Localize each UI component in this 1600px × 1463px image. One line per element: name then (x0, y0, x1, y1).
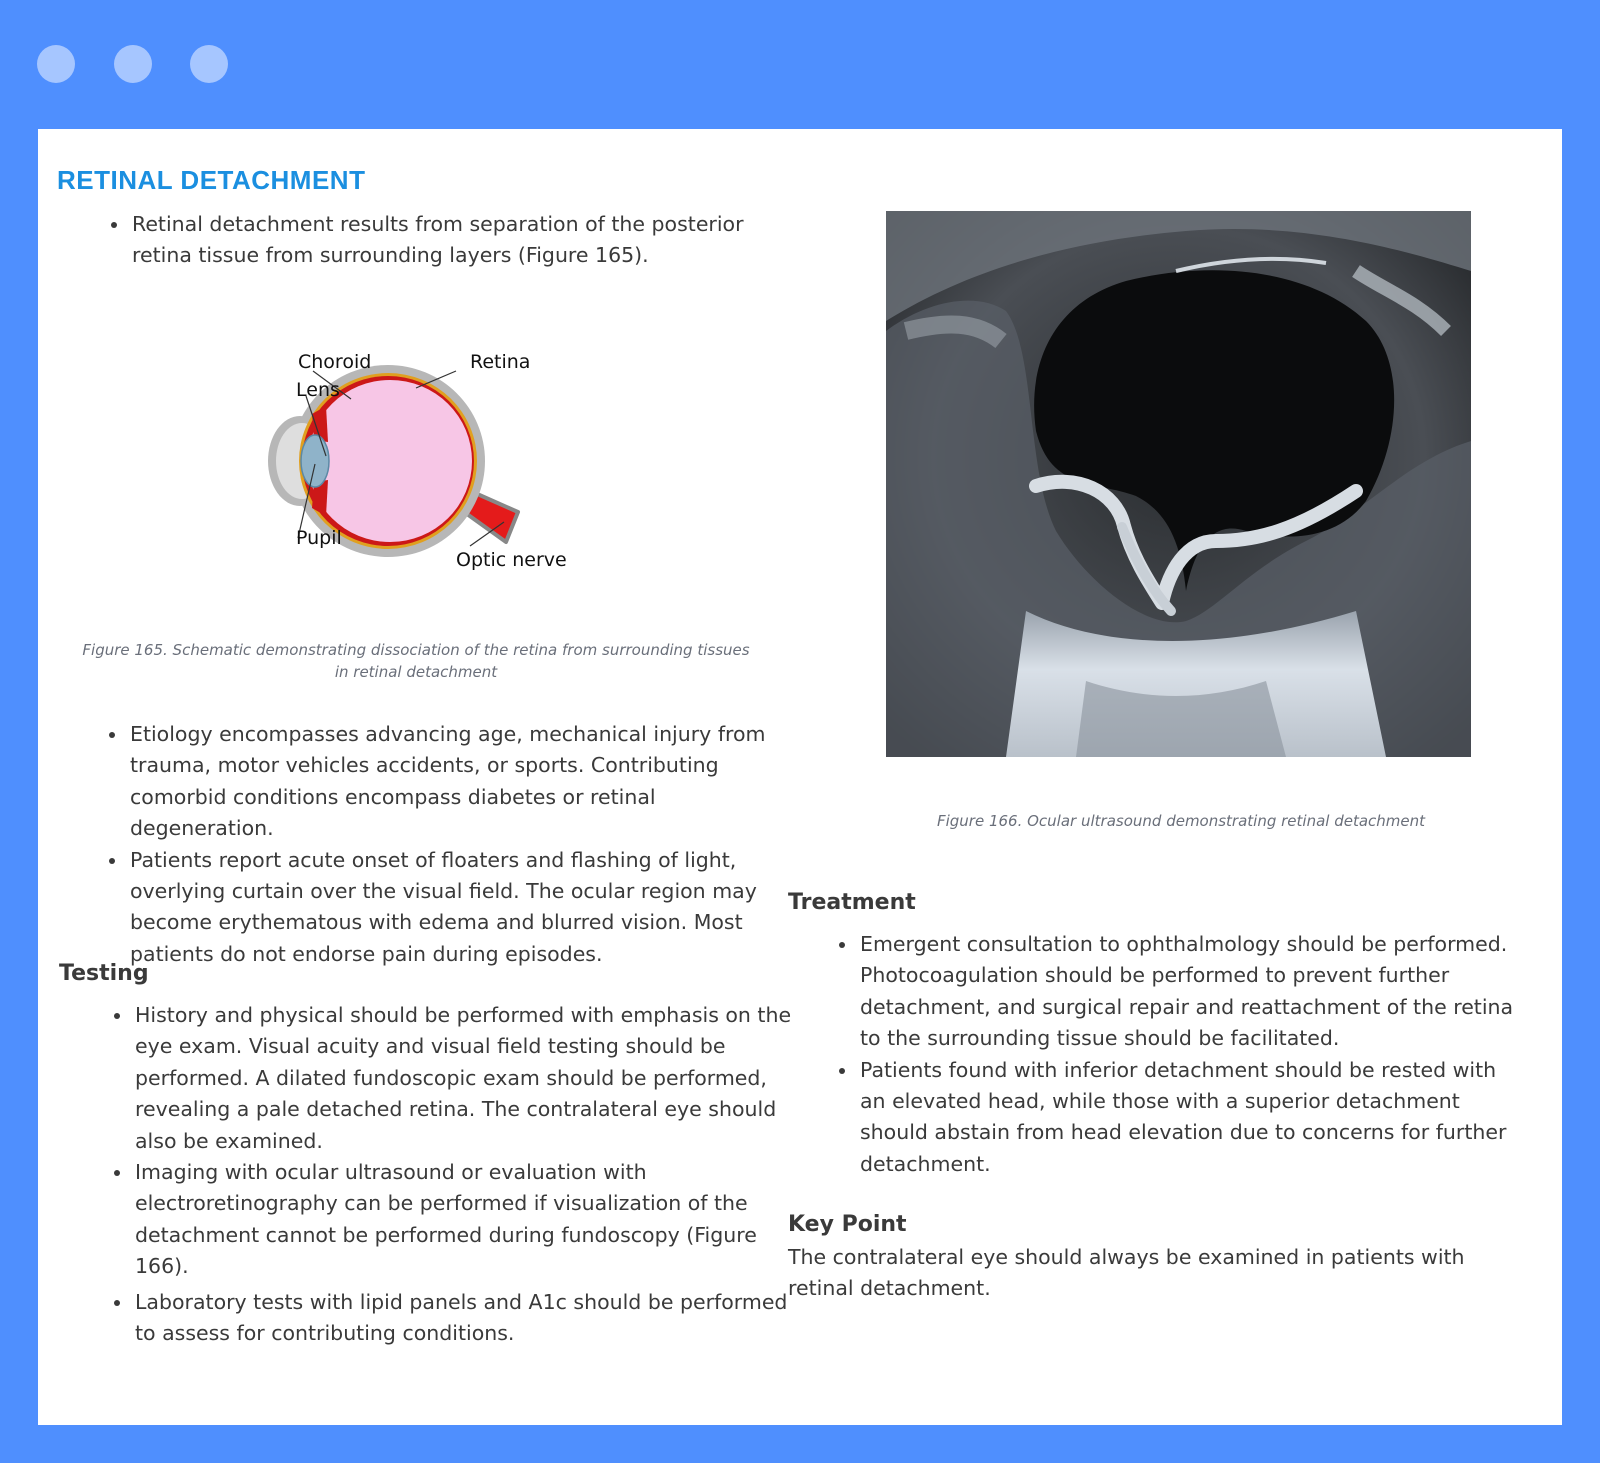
vitreous-shape (308, 380, 472, 542)
intro-section (96, 209, 776, 272)
list-item: • History and physical should be performed with emphasis on the eye exam. Visual acuity and visual field testing should be performed. A dilated fundoscopic exam should be performed, revealing a pale detached retina. The contralateral eye should also be examined. (133, 1000, 799, 1157)
treatment-heading: Treatment (788, 890, 916, 915)
label-lens: Lens (296, 379, 340, 401)
eye-schematic-figure (248, 344, 588, 584)
list-item: • Patients report acute onset of floaters and flashing of light, overlying curtain over the visual field. The ocular region may become erythematous with edema and blurred vision. Most patients do not endorse pain during episodes. (128, 845, 794, 971)
treatment-bullet-list (824, 929, 1524, 1180)
testing-section (99, 1000, 799, 1349)
window-close-dot[interactable] (37, 45, 75, 83)
lens-shape (301, 435, 329, 487)
list-item: • Patients found with inferior detachment should be rested with an elevated head, while those with a superior detachment should abstain from head elevation due to concerns for further detachment. (858, 1055, 1524, 1181)
page-title: RETINAL DETACHMENT (57, 165, 366, 195)
list-item: • Etiology encompasses advancing age, mechanical injury from trauma, motor vehicles accidents, or sports. Contributing comorbid conditions encompass diabetes or retinal degeneration. (128, 719, 794, 845)
window-minimize-dot[interactable] (114, 45, 152, 83)
list-item: • Laboratory tests with lipid panels and A1c should be performed to assess for contributing conditions. (133, 1287, 799, 1350)
testing-heading: Testing (59, 961, 149, 986)
body-bullet-list (94, 719, 794, 970)
label-retina: Retina (470, 351, 531, 373)
label-pupil: Pupil (296, 527, 342, 549)
ocular-ultrasound-image (886, 211, 1471, 757)
intro-bullet-list (96, 209, 776, 272)
figure-166-caption: Figure 166. Ocular ultrasound demonstrating retinal detachment (936, 812, 1426, 830)
list-item: • Emergent consultation to ophthalmology should be performed. Photocoagulation should be performed to prevent further detachment, and surgical repair and reattachment of the retina to the surrounding tissue should be facilitated. (858, 929, 1524, 1055)
window-maximize-dot[interactable] (190, 45, 228, 83)
testing-bullet-list (99, 1000, 799, 1349)
figure-165-caption: Figure 165. Schematic demonstrating dissociation of the retina from surrounding tissues in retinal detachment (82, 641, 750, 681)
list-item: • Retinal detachment results from separation of the posterior retina tissue from surrounding layers (Figure 165). (130, 209, 776, 272)
treatment-section (824, 929, 1524, 1180)
label-optic-nerve: Optic nerve (456, 549, 567, 571)
body-section (94, 719, 794, 970)
key-point-text: The contralateral eye should always be examined in patients with retinal detachment. (788, 1245, 1465, 1301)
list-item: • Imaging with ocular ultrasound or evaluation with electroretinography can be performed if visualization of the detachment cannot be performed during fundoscopy (Figure 166). (133, 1157, 799, 1283)
key-point-heading: Key Point (788, 1212, 907, 1237)
document-page (38, 129, 1562, 1425)
label-choroid: Choroid (298, 351, 372, 373)
